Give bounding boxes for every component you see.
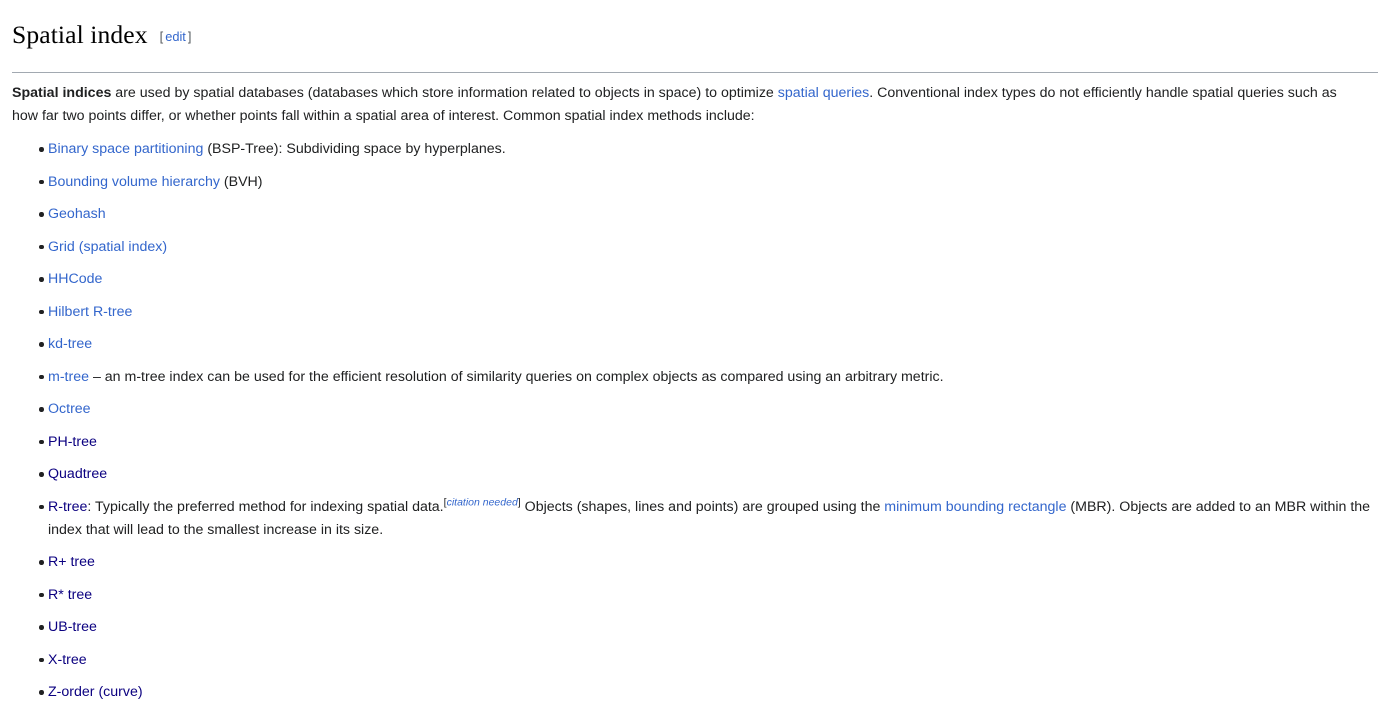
list-item [40, 496, 1388, 542]
method-description-continued-2: (MBR). Objects are added to an MBR within the index that will lead to the smallest increase in its size. [48, 498, 1371, 538]
list-item [40, 268, 1388, 291]
method-link[interactable]: Quadtree [48, 466, 108, 483]
spatial-index-methods-list [12, 138, 1388, 704]
method-description-continued-1: Objects (shapes, lines and points) are grouped using the [520, 498, 885, 515]
method-link[interactable]: Grid (spatial index) [48, 238, 168, 255]
method-link[interactable]: Z-order (curve) [48, 684, 143, 701]
list-item [40, 681, 1388, 704]
list-item [40, 431, 1388, 454]
method-link[interactable]: Geohash [48, 206, 106, 223]
method-link[interactable]: Octree [48, 401, 91, 418]
citation-needed-marker [444, 496, 521, 508]
method-link[interactable]: R* tree [48, 586, 93, 603]
list-item [40, 203, 1388, 226]
intro-text-part-2: . Conventional index types do not efficiently handle spatial queries such as how far two points differ, or whether points fall within a spatial area of interest. Common spatial index methods include: [12, 85, 1337, 125]
edit-close-bracket: ] [187, 29, 192, 45]
intro-lead-bold: Spatial indices [12, 85, 112, 102]
page-title: Spatial index [12, 20, 148, 50]
method-link[interactable]: UB-tree [48, 619, 97, 636]
list-item [40, 301, 1388, 324]
citation-open-bracket: [ [443, 496, 447, 509]
method-link[interactable]: m-tree [48, 368, 89, 385]
method-link[interactable]: Hilbert R-tree [48, 303, 133, 320]
edit-section-link-wrapper [160, 29, 192, 44]
list-item [40, 551, 1388, 574]
edit-link[interactable]: edit [165, 29, 186, 45]
method-description: (BVH) [219, 173, 263, 190]
method-link[interactable]: X-tree [48, 651, 87, 668]
list-item [40, 171, 1388, 194]
intro-text-part-1: are used by spatial databases (databases which store information related to objects in space) to optimize [111, 85, 778, 102]
citation-close-bracket: ] [517, 496, 521, 509]
link-spatial-queries[interactable]: spatial queries [777, 85, 870, 102]
list-item [40, 649, 1388, 672]
method-link[interactable]: R-tree [48, 498, 88, 515]
edit-open-bracket: [ [159, 29, 164, 45]
method-description: : Typically the preferred method for indexing spatial data. [87, 498, 444, 515]
method-link[interactable]: R+ tree [48, 554, 95, 571]
method-link[interactable]: Bounding volume hierarchy [48, 173, 220, 190]
list-item [40, 616, 1388, 639]
list-item [40, 584, 1388, 607]
method-link[interactable]: HHCode [48, 271, 103, 288]
method-description: (BSP-Tree): Subdividing space by hyperplanes. [203, 141, 506, 158]
list-item [40, 463, 1388, 486]
list-item [40, 333, 1388, 356]
page-heading [12, 0, 1378, 73]
citation-needed-link[interactable]: citation needed [446, 496, 518, 509]
method-link[interactable]: kd-tree [48, 336, 93, 353]
link-minimum-bounding-rectangle[interactable]: minimum bounding rectangle [884, 498, 1067, 515]
list-item [40, 366, 1388, 389]
list-item [40, 398, 1388, 421]
method-description: – an m-tree index can be used for the efficient resolution of similarity queries on complex objects as compared using an arbitrary metric. [89, 368, 944, 385]
intro-paragraph [12, 82, 1342, 128]
method-link[interactable]: Binary space partitioning [48, 141, 204, 158]
list-item [40, 236, 1388, 259]
list-item [40, 138, 1388, 161]
method-link[interactable]: PH-tree [48, 433, 97, 450]
